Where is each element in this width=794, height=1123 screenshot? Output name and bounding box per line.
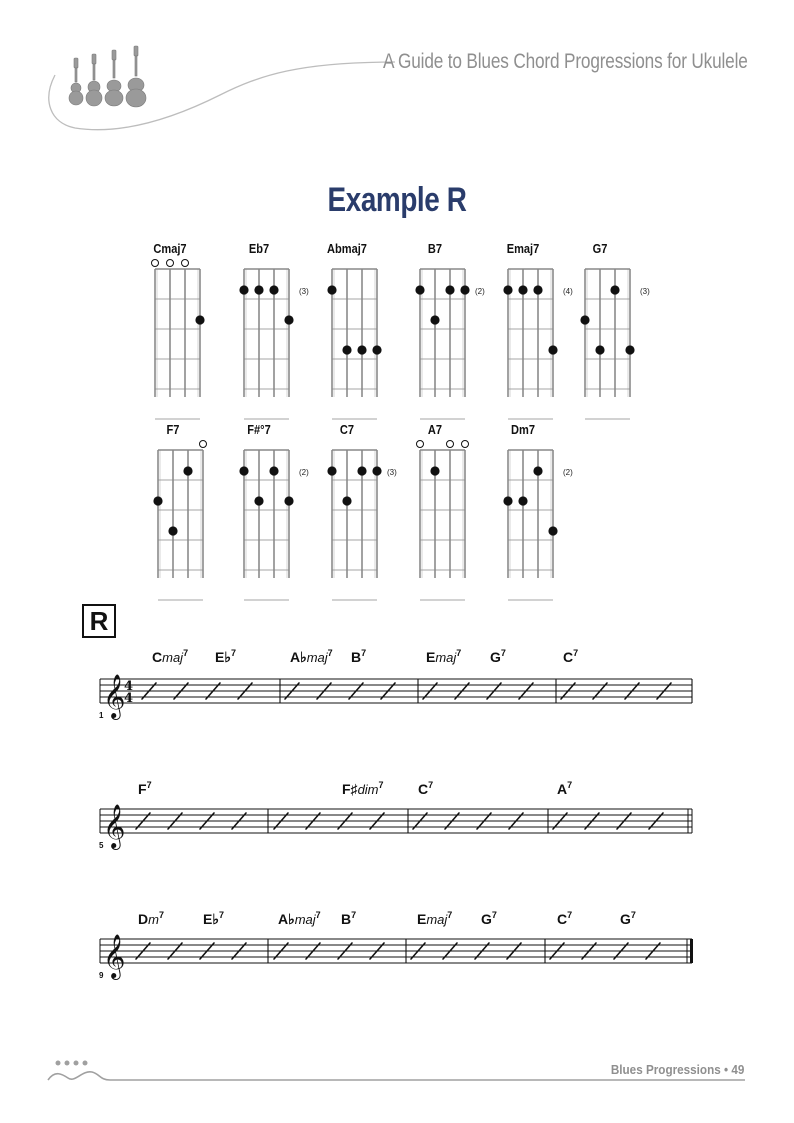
chord-extension: 7: [315, 910, 321, 920]
chord-name: Emaj7: [506, 241, 540, 256]
chord-symbol: [341, 910, 356, 927]
chord-extension: 7: [428, 780, 434, 790]
measure-number: 5: [99, 841, 104, 850]
fret-position-label: (2): [299, 468, 309, 477]
chord-quality: m: [148, 912, 159, 927]
time-signature-bottom: 4: [124, 691, 134, 706]
chord-extension: 7: [146, 780, 152, 790]
chord-name: F#°7: [247, 422, 271, 437]
chord-quality: maj: [294, 912, 316, 927]
chord-symbol: [342, 780, 384, 797]
fret-position-label: (3): [299, 287, 309, 296]
chord-symbol: [418, 780, 433, 797]
chord-symbol: [203, 910, 224, 928]
chord-symbol: [557, 780, 572, 797]
chord-symbol: [417, 910, 452, 927]
chord-symbol: [490, 648, 506, 665]
chord-extension: 7: [447, 910, 453, 920]
staff-system: [100, 934, 693, 980]
page-footer: [610, 1062, 744, 1077]
staff-system: [100, 804, 692, 850]
chord-quality: dim: [357, 782, 379, 797]
chord-name: B7: [427, 241, 443, 256]
chord-symbol: [290, 648, 333, 666]
section-label: R: [82, 604, 116, 638]
footer-section: Blues Progressions: [610, 1062, 721, 1077]
chord-root: G: [481, 911, 492, 927]
chord-name: Abmaj7: [327, 241, 367, 256]
chord-name: Eb7: [248, 241, 270, 256]
chord-extension: 7: [567, 780, 573, 790]
chord-name: Cmaj7: [153, 241, 187, 256]
chord-root: F♯: [342, 781, 358, 797]
chord-name: C7: [339, 422, 355, 437]
chord-extension: 7: [567, 910, 573, 920]
chord-root: A: [557, 781, 568, 797]
chord-symbol: [426, 648, 461, 665]
page-title: Example R: [327, 181, 467, 219]
fret-position-label: (3): [387, 468, 397, 477]
chord-root: E♭: [215, 649, 231, 665]
treble-clef-icon: 𝄞: [103, 674, 126, 718]
chord-symbol: [152, 648, 188, 665]
chord-root: E: [417, 911, 427, 927]
chord-symbol: [138, 910, 164, 927]
chord-symbol: [620, 910, 636, 927]
chord-root: F: [138, 781, 147, 797]
chord-extension: 7: [327, 648, 333, 658]
chord-name: A7: [427, 422, 443, 437]
chord-extension: 7: [378, 780, 384, 790]
chord-symbol: [481, 910, 497, 927]
fret-position-label: (2): [475, 287, 485, 296]
chord-root: G: [620, 911, 631, 927]
chord-name: F7: [166, 422, 180, 437]
chord-root: B: [341, 911, 352, 927]
chord-root: A♭: [278, 911, 295, 927]
chord-quality: maj: [435, 650, 457, 665]
chord-name: G7: [592, 241, 608, 256]
chord-symbol: [215, 648, 236, 666]
fret-position-label: (2): [563, 468, 573, 477]
footer-separator: •: [723, 1062, 728, 1077]
chord-extension: 7: [573, 648, 579, 658]
chord-symbol: [138, 780, 152, 797]
treble-clef-icon: 𝄞: [103, 804, 126, 848]
book-title: A Guide to Blues Chord Progressions for Ukulele: [383, 50, 748, 73]
chord-root: C: [418, 781, 429, 797]
chord-root: C: [152, 649, 163, 665]
chord-symbol: [278, 910, 321, 928]
treble-clef-icon: 𝄞: [103, 934, 126, 978]
fret-position-label: (3): [640, 287, 650, 296]
chord-root: E: [426, 649, 436, 665]
measure-number: 9: [99, 971, 104, 980]
chord-name: Dm7: [511, 422, 535, 437]
chord-extension: 7: [491, 910, 497, 920]
chord-extension: 7: [183, 648, 189, 658]
chord-extension: 7: [218, 910, 224, 920]
chord-extension: 7: [351, 910, 357, 920]
chord-quality: maj: [306, 650, 328, 665]
chord-symbol: [557, 910, 572, 927]
time-signature-top: 4: [124, 679, 134, 694]
chord-root: C: [563, 649, 574, 665]
chord-extension: 7: [230, 648, 236, 658]
chord-root: D: [138, 911, 149, 927]
chord-extension: 7: [456, 648, 462, 658]
page-number: 49: [730, 1062, 744, 1077]
chord-symbol: [563, 648, 578, 665]
measure-number: 1: [99, 711, 104, 720]
chord-root: G: [490, 649, 501, 665]
chord-quality: maj: [162, 650, 184, 665]
chord-root: C: [557, 911, 568, 927]
chord-root: E♭: [203, 911, 219, 927]
chord-root: B: [351, 649, 362, 665]
chord-extension: 7: [361, 648, 367, 658]
chord-quality: maj: [426, 912, 448, 927]
chord-extension: 7: [630, 910, 636, 920]
chord-extension: 7: [158, 910, 164, 920]
chord-extension: 7: [500, 648, 506, 658]
chord-root: A♭: [290, 649, 307, 665]
fret-position-label: (4): [563, 287, 573, 296]
chord-symbol: [351, 648, 366, 665]
staff-system: [100, 674, 692, 720]
